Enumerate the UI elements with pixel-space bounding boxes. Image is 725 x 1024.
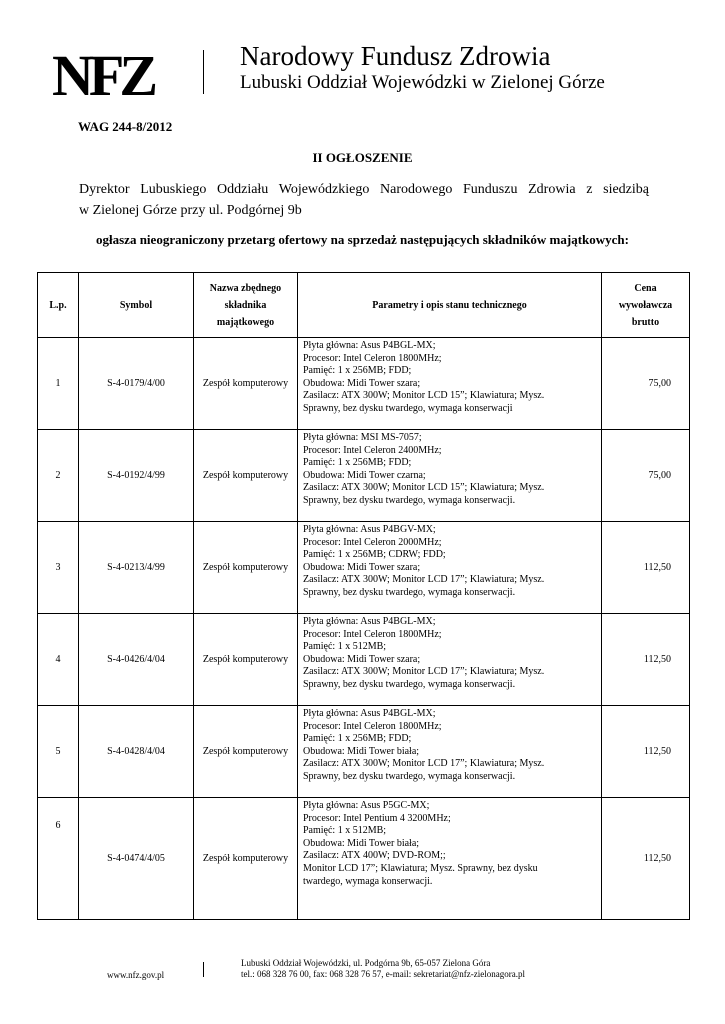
param-line: Procesor: Intel Celeron 2000MHz; (303, 536, 442, 548)
row-symbol: S-4-0179/4/00 (79, 338, 194, 430)
row-name: Zespół komputerowy (194, 706, 298, 798)
param-line: Pamięć: 1 x 256MB; CDRW; FDD; (303, 549, 446, 561)
param-line: Zasilacz: ATX 300W; Monitor LCD 17”; Klawiatura; Mysz. (303, 666, 545, 678)
row-params (298, 338, 602, 430)
footer-contact: tel.: 068 328 76 00, fax: 068 328 76 57, e-mail: sekretariat@nfz-zielonagora.pl (241, 969, 525, 979)
param-line: Obudowa: Midi Tower szara; (303, 561, 421, 573)
document-heading: II OGŁOSZENIE (312, 150, 413, 165)
nfz-logo (52, 45, 164, 101)
row-lp: 6 (38, 798, 79, 920)
header-lp: L.p. (38, 273, 79, 338)
header-divider (203, 50, 204, 94)
param-line: Procesor: Intel Pentium 4 3200MHz; (303, 812, 451, 824)
param-line: Zasilacz: ATX 400W; DVD-ROM;; (303, 850, 446, 862)
param-line: Pamięć: 1 x 512MB; (303, 641, 387, 653)
table-row (38, 706, 690, 798)
row-price: 112,50 (602, 706, 690, 798)
param-line: Płyta główna: Asus P5GC-MX; (303, 800, 430, 811)
param-line: Pamięć: 1 x 256MB; FDD; (303, 365, 412, 377)
row-params (298, 798, 602, 920)
row-name: Zespół komputerowy (194, 614, 298, 706)
param-line: Obudowa: Midi Tower szara; (303, 377, 421, 389)
row-price: 75,00 (602, 430, 690, 522)
param-line: Zasilacz: ATX 300W; Monitor LCD 15”; Klawiatura; Mysz. (303, 390, 545, 402)
param-line: Procesor: Intel Celeron 1800MHz; (303, 720, 442, 732)
row-price: 112,50 (602, 798, 690, 920)
org-name: Narodowy Fundusz Zdrowia (240, 41, 551, 71)
row-price: 112,50 (602, 614, 690, 706)
param-line: Sprawny, bez dysku twardego, wymaga konserwacji. (303, 770, 516, 782)
row-symbol: S-4-0474/4/05 (79, 798, 194, 920)
param-line: Obudowa: Midi Tower biała; (303, 837, 420, 849)
row-params (298, 706, 602, 798)
table-row (38, 522, 690, 614)
param-line: Zasilacz: ATX 300W; Monitor LCD 17”; Klawiatura; Mysz. (303, 758, 545, 770)
row-price: 112,50 (602, 522, 690, 614)
row-name: Zespół komputerowy (194, 430, 298, 522)
param-line: Zasilacz: ATX 300W; Monitor LCD 15”; Klawiatura; Mysz. (303, 482, 545, 494)
param-line: Pamięć: 1 x 512MB; (303, 825, 387, 837)
intro-paragraph (79, 179, 649, 221)
intro-line-1: Dyrektor Lubuskiego Oddziału Wojewódzkiego Narodowego Funduszu Zdrowia z siedzibą (79, 182, 649, 197)
row-lp: 3 (38, 522, 79, 614)
table-row (38, 430, 690, 522)
param-line: Obudowa: Midi Tower czarna; (303, 469, 426, 481)
param-line: Zasilacz: ATX 300W; Monitor LCD 17”; Klawiatura; Mysz. (303, 574, 545, 586)
row-name: Zespół komputerowy (194, 338, 298, 430)
row-price: 75,00 (602, 338, 690, 430)
row-symbol: S-4-0428/4/04 (79, 706, 194, 798)
row-lp: 4 (38, 614, 79, 706)
announcement: ogłasza nieograniczony przetarg ofertowy na sprzedaż następujących składników majątkowych: (96, 232, 629, 247)
param-line: Procesor: Intel Celeron 1800MHz; (303, 352, 442, 364)
header-params: Parametry i opis stanu technicznego (298, 273, 602, 338)
row-params (298, 522, 602, 614)
row-lp: 2 (38, 430, 79, 522)
footer-address-block (241, 958, 525, 980)
param-line: Obudowa: Midi Tower biała; (303, 745, 420, 757)
row-symbol: S-4-0426/4/04 (79, 614, 194, 706)
param-line: Płyta główna: Asus P4BGL-MX; (303, 708, 436, 719)
row-lp: 5 (38, 706, 79, 798)
table-row (38, 338, 690, 430)
document-reference: WAG 244-8/2012 (78, 119, 173, 134)
logo-text: NFZ (52, 45, 153, 101)
param-line: Płyta główna: Asus P4BGV-MX; (303, 524, 436, 535)
header-price: Cena wywoławcza brutto (602, 273, 690, 338)
row-name: Zespół komputerowy (194, 522, 298, 614)
param-line: Płyta główna: MSI MS-7057; (303, 432, 422, 443)
param-line: Obudowa: Midi Tower szara; (303, 653, 421, 665)
param-line: Sprawny, bez dysku twardego, wymaga konserwacji. (303, 494, 516, 506)
footer-website[interactable]: www.nfz.gov.pl (107, 970, 165, 980)
param-line: Płyta główna: Asus P4BGL-MX; (303, 340, 436, 351)
table-header-row (38, 273, 690, 338)
param-line: Sprawny, bez dysku twardego, wymaga konserwacji. (303, 678, 516, 690)
row-params (298, 430, 602, 522)
param-line: Sprawny, bez dysku twardego, wymaga konserwacji (303, 402, 513, 414)
param-line: Sprawny, bez dysku twardego, wymaga konserwacji. (303, 586, 516, 598)
row-params (298, 614, 602, 706)
row-name: Zespół komputerowy (194, 798, 298, 920)
param-line: Monitor LCD 17”; Klawiatura; Mysz. Sprawny, bez dysku (303, 862, 538, 874)
table-row (38, 614, 690, 706)
param-line: Płyta główna: Asus P4BGL-MX; (303, 616, 436, 627)
row-lp: 1 (38, 338, 79, 430)
assets-table (37, 272, 690, 920)
table-row (38, 798, 690, 920)
param-line: Procesor: Intel Celeron 2400MHz; (303, 444, 442, 456)
branch-name: Lubuski Oddział Wojewódzki w Zielonej Górze (240, 72, 605, 93)
param-line: twardego, wymaga konserwacji. (303, 875, 433, 887)
footer-divider (203, 962, 204, 977)
param-line: Pamięć: 1 x 256MB; FDD; (303, 733, 412, 745)
param-line: Procesor: Intel Celeron 1800MHz; (303, 628, 442, 640)
intro-line-2: w Zielonej Górze przy ul. Podgórnej 9b (79, 203, 302, 218)
header-name: Nazwa zbędnego składnika majątkowego (194, 273, 298, 338)
param-line: Pamięć: 1 x 256MB; FDD; (303, 457, 412, 469)
header-symbol: Symbol (79, 273, 194, 338)
row-symbol: S-4-0213/4/99 (79, 522, 194, 614)
row-symbol: S-4-0192/4/99 (79, 430, 194, 522)
footer-address: Lubuski Oddział Wojewódzki, ul. Podgórna 9b, 65-057 Zielona Góra (241, 958, 491, 968)
